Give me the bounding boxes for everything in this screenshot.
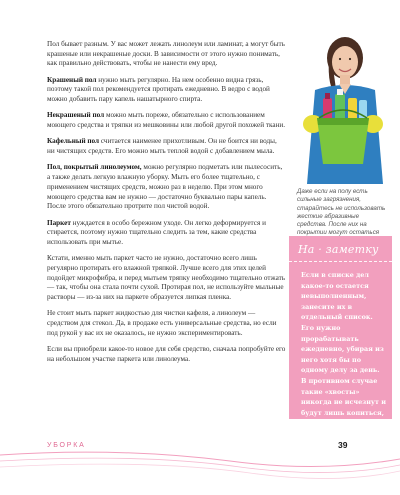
paragraph-painted-floor: Крашеный пол нужно мыть регулярно. На нем особенно видна грязь, поэтому такой пол рекомендуется протирать ежедневно. В ведро с водой можно добавить пару капель нашатырного спирта. (47, 75, 270, 104)
paragraph-linoleum-floor: Пол, покрытый линолеумом, можно регулярно подметать или пылесосить, а также делать легкую влажную уборку. Мыть его более тщательно, с применением чистящих средств, можно раз в неделю. При этом много моющего средства вам не нужно — достаточно буквально пары капель. После этого обязательно протрите пол чистой водой. (47, 163, 283, 211)
paragraph-test-product: Если вы приобрели какое-то новое для себя средство, сначала попробуйте его на небольшом участке паркета или линолеума. (47, 345, 286, 363)
paragraph-parquet: Паркет нуждается в особо бережном уходе. Он легко деформируется и стирается, поэтому нужно тщательно следить за тем, какие средства использовать при мытье. (47, 218, 266, 246)
note-text: Если в списке дел какое-то остается невыполненным, занесите их в отдельный список. Его нужно прорабатывать ежедневно, убирая из него хотя бы по одному делу за день. В противном случае такие «хвосты» никогда не исчезнут и будут лишь копиться, как снежный ком. (301, 271, 386, 428)
note-title: На · заметку (298, 243, 379, 256)
term-unpainted-floor: Некрашеный пол (47, 111, 105, 120)
note-divider (289, 261, 392, 262)
term-parquet: Паркет (47, 218, 71, 227)
paragraph-tile-floor: Кафельный пол считается наименее прихотливым. Он не боится ни воды, ни чистящих средств. Его можно мыть теплой водой с добавлением мыла. (47, 137, 277, 156)
article-body (47, 40, 286, 371)
paragraph-products-warning: Не стоит мыть паркет жидкостью для чистки кафеля, а линолеум — средством для стекол. Да, в продаже есть универсальные средства, но если под рукой у вас их не оказалось, не нужно экспериментировать. (47, 309, 277, 337)
paragraph-intro: Пол бывает разным. У вас может лежать линолеум или ламинат, а могут быть крашеные или некрашеные доски. В зависимости от этого нужно понимать, как правильно действовать, чтобы не нанести ему вред. (47, 40, 285, 68)
footer-section-label: УБОРКА (47, 442, 86, 449)
term-linoleum-floor: Пол, покрытый линолеумом, (47, 163, 142, 172)
paragraph-parquet-care: Кстати, именно мыть паркет часто не нужно, достаточно всего лишь регулярно протирать его влажной тряпкой. Лучше всего для этих целей подойдет микрофибра, и перед мытьем тряпку необходимо тщательно отжать — так, чтобы она стала почти сухой. Протирая пол, не используйте мыльные растворы — из-за них на паркете образуется липкая пленка. (47, 254, 286, 302)
page-number: 39 (338, 440, 348, 450)
footer-swoosh-decoration (0, 447, 400, 495)
paragraph-unpainted-floor: Некрашеный пол можно мыть пореже, обязательно с использованием моющего средства и тряпки из мешковины или любой другой похожей ткани. (47, 111, 286, 130)
term-painted-floor: Крашеный пол (47, 75, 97, 84)
photo-caption: Даже если на полу есть сильные загрязнения, старайтесь не использовать жесткие абразивные средства. После них на покрытии могут остаться (297, 188, 386, 237)
photo-cleaning-woman (293, 28, 391, 184)
cleaning-woman-illustration (293, 28, 391, 184)
term-tile-floor: Кафельный пол (47, 137, 100, 146)
